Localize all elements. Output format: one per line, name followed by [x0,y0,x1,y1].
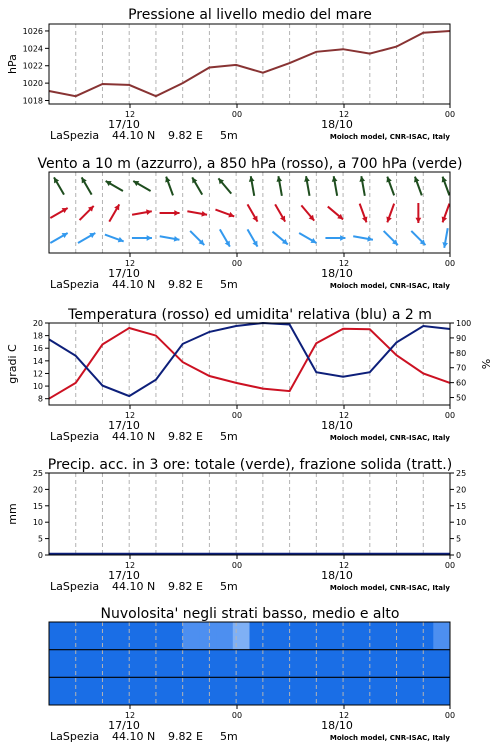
panel-wind [37,156,462,291]
plot-frame [49,24,450,104]
wind-arrow-850hPa [415,203,421,223]
cloud-cell-basso [82,677,99,705]
y2-tick-label: 15 [456,501,467,511]
wind-arrow-10m [325,235,345,241]
cloud-cell-alto [49,622,66,650]
cloud-cell-basso [417,677,434,705]
wind-arrow-850hPa [248,204,258,221]
wind-arrow-10m [384,231,398,245]
wind-arrow-700hPa [304,176,310,196]
date-label: 18/10 [321,267,353,280]
date-label: 17/10 [108,267,140,280]
x-tick-label: 12 [124,259,136,268]
cloud-cell-alto [383,622,400,650]
y2-tick-label: 50 [456,393,467,403]
wind-arrow-10m [132,235,152,241]
x-tick-label: 12 [338,711,350,720]
panel-title: Temperatura (rosso) ed umidita' relativa (blu) a 2 m [68,307,432,323]
cloud-cell-basso [66,677,83,705]
model-credit: Moloch model, CNR-ISAC, Italy [329,434,450,442]
date-label: 17/10 [108,569,140,582]
x-tick-label: 00 [231,259,243,268]
cloud-cell-medio [233,650,250,678]
cloud-cell-medio [216,650,233,678]
panel-clouds [49,606,455,743]
cloud-cell-medio [133,650,150,678]
cloud-cell-basso [366,677,383,705]
cloud-cell-medio [149,650,166,678]
x-tick-label: 12 [124,411,136,420]
cloud-cell-basso [283,677,300,705]
cloud-cell-alto [116,622,133,650]
x-tick-label: 00 [444,561,456,570]
y-tick-label: 16 [32,344,43,354]
cloud-cell-alto [333,622,350,650]
x-tick-label: 00 [231,110,243,119]
plot-frame [49,473,450,555]
y-axis-label: mm [6,503,19,525]
cloud-cell-alto [350,622,367,650]
wind-arrow-700hPa [249,176,255,196]
cloud-cell-basso [383,677,400,705]
station-name: LaSpezia [50,430,100,443]
cloud-cell-medio [49,650,66,678]
cloud-cell-medio [433,650,450,678]
cloud-cell-alto [433,622,450,650]
panel-temperature [6,307,493,443]
cloud-cell-basso [183,677,200,705]
cloud-cell-medio [300,650,317,678]
panel-title: Nuvolosita' negli strati basso, medio e alto [100,606,400,622]
wind-arrow-700hPa [442,177,450,196]
y2-tick-label: 5 [456,534,462,544]
wind-arrow-850hPa [50,208,67,218]
y-tick-label: 1022 [22,61,43,71]
wind-arrow-700hPa [276,176,282,196]
y2-tick-label: 80 [456,348,467,358]
wind-arrow-700hPa [192,177,202,194]
cloud-cell-medio [350,650,367,678]
y-tick-label: 1020 [22,79,43,89]
cloud-cell-basso [316,677,333,705]
wind-arrow-850hPa [187,211,207,217]
panel-title: Vento a 10 m (azzurro), a 850 hPa (rosso), a 700 hPa (verde) [37,156,463,172]
station-elevation: 5m [220,430,238,443]
wind-arrow-700hPa [165,177,173,196]
wind-arrow-700hPa [54,177,64,194]
y-tick-label: 14 [32,356,43,366]
station-lon: 9.82 E [168,730,203,743]
cloud-cell-medio [250,650,267,678]
wind-arrow-10m [105,235,124,243]
station-lon: 9.82 E [168,278,203,291]
cloud-cell-basso [133,677,150,705]
cloud-cell-medio [99,650,116,678]
y-tick-label: 10 [32,382,43,392]
station-name: LaSpezia [50,730,100,743]
wind-arrow-10m [78,233,95,243]
y-tick-label: 0 [37,551,43,560]
y-tick-label: 1026 [22,26,43,36]
cloud-cell-alto [250,622,267,650]
panel-title: Pressione al livello medio del mare [128,7,372,23]
y-axis-label: gradi C [6,344,19,384]
x-tick-label: 00 [231,711,243,720]
x-tick-label: 12 [124,561,136,570]
cloud-cell-alto [66,622,83,650]
station-lat: 44.10 N [112,278,156,291]
x-tick-label: 00 [444,110,456,119]
y2-tick-label: 60 [456,378,467,388]
wind-arrow-700hPa [106,181,123,191]
wind-arrow-10m [299,233,316,243]
wind-arrow-850hPa [215,210,234,218]
wind-arrow-850hPa [328,207,343,220]
station-name: LaSpezia [50,129,100,142]
y2-tick-label: 70 [456,363,467,373]
cloud-cell-medio [366,650,383,678]
wind-arrow-10m [442,228,448,248]
wind-arrow-850hPa [160,210,180,216]
wind-arrow-10m [272,232,287,245]
cloud-cell-medio [199,650,216,678]
cloud-cell-medio [66,650,83,678]
y-tick-label: 12 [32,369,43,379]
wind-arrow-head [174,210,179,216]
station-lon: 9.82 E [168,580,203,593]
cloud-cell-basso [433,677,450,705]
station-elevation: 5m [220,580,238,593]
station-lat: 44.10 N [112,580,156,593]
cloud-cell-basso [216,677,233,705]
y2-tick-label: 25 [456,469,467,478]
cloud-cell-medio [283,650,300,678]
y-tick-label: 1018 [22,96,43,106]
wind-arrow-head [415,218,421,223]
station-elevation: 5m [220,730,238,743]
cloud-cell-alto [300,622,317,650]
wind-arrow-850hPa [275,204,285,221]
x-tick-label: 12 [338,259,350,268]
y-tick-label: 20 [32,319,43,328]
cloud-cell-alto [400,622,417,650]
x-tick-label: 12 [338,561,350,570]
wind-arrow-850hPa [386,204,394,223]
cloud-cell-medio [383,650,400,678]
cloud-cell-basso [266,677,283,705]
model-credit: Moloch model, CNR-ISAC, Italy [329,133,450,141]
cloud-cell-basso [199,677,216,705]
cloud-cell-alto [233,622,250,650]
cloud-cell-alto [133,622,150,650]
cloud-cell-basso [116,677,133,705]
wind-arrow-700hPa [386,177,394,196]
y2-tick-label: 0 [456,551,462,560]
date-label: 18/10 [321,569,353,582]
cloud-cell-medio [183,650,200,678]
x-tick-label: 12 [338,411,350,420]
wind-arrow-850hPa [80,206,94,220]
model-credit: Moloch model, CNR-ISAC, Italy [329,734,450,742]
panel-precip [6,457,466,593]
wind-arrow-10m [160,236,180,242]
wind-arrow-700hPa [133,181,150,191]
x-tick-label: 12 [124,711,136,720]
date-label: 17/10 [108,719,140,732]
cloud-cell-basso [400,677,417,705]
station-name: LaSpezia [50,278,100,291]
plot-frame [49,323,450,405]
station-elevation: 5m [220,129,238,142]
model-credit: Moloch model, CNR-ISAC, Italy [329,584,450,592]
cloud-cell-medio [316,650,333,678]
wind-arrow-700hPa [218,178,231,193]
x-tick-label: 12 [338,110,350,119]
cloud-cell-medio [82,650,99,678]
cloud-cell-alto [199,622,216,650]
station-elevation: 5m [220,278,238,291]
cloud-cell-basso [49,677,66,705]
cloud-cell-medio [333,650,350,678]
cloud-cell-medio [400,650,417,678]
wind-arrow-10m [220,229,230,246]
y2-tick-label: 10 [456,518,467,528]
cloud-cell-basso [333,677,350,705]
panel-pressure [6,7,455,142]
y-tick-label: 1024 [22,44,43,54]
station-lon: 9.82 E [168,430,203,443]
station-lat: 44.10 N [112,129,156,142]
model-credit: Moloch model, CNR-ISAC, Italy [329,282,450,290]
y-tick-label: 18 [32,331,43,341]
wind-arrow-850hPa [442,204,450,223]
y2-tick-label: 90 [456,333,467,343]
x-tick-label: 00 [444,711,456,720]
wind-arrow-850hPa [360,204,368,223]
wind-arrow-head [147,235,152,241]
x-tick-label: 00 [444,411,456,420]
station-lon: 9.82 E [168,129,203,142]
date-label: 18/10 [321,118,353,131]
cloud-cell-basso [166,677,183,705]
panel-title: Precip. acc. in 3 ore: totale (verde), frazione solida (tratt.) [47,457,453,473]
wind-arrow-10m [248,229,258,246]
date-label: 17/10 [108,419,140,432]
wind-arrow-10m [190,231,204,245]
cloud-cell-medio [266,650,283,678]
y-tick-label: 15 [32,501,43,511]
wind-arrow-700hPa [359,176,365,196]
station-lat: 44.10 N [112,730,156,743]
pressure-line [49,31,450,96]
cloud-cell-basso [300,677,317,705]
cloud-cell-alto [216,622,233,650]
x-tick-label: 00 [444,259,456,268]
y2-tick-label: 100 [456,319,472,328]
cloud-cell-alto [183,622,200,650]
wind-arrow-850hPa [132,209,152,215]
x-tick-label: 00 [231,561,243,570]
y2-axis-label: % [480,358,493,370]
wind-arrow-850hPa [301,205,314,220]
wind-arrow-700hPa [332,176,338,196]
y-axis-label: hPa [6,54,19,74]
wind-arrow-700hPa [414,177,422,196]
x-tick-label: 12 [124,110,136,119]
cloud-cell-alto [366,622,383,650]
y-tick-label: 5 [37,534,43,544]
cloud-cell-medio [166,650,183,678]
cloud-cell-basso [149,677,166,705]
wind-arrow-10m [50,233,67,243]
date-label: 18/10 [321,719,353,732]
station-name: LaSpezia [50,580,100,593]
cloud-cell-basso [99,677,116,705]
cloud-cell-alto [99,622,116,650]
station-lat: 44.10 N [112,430,156,443]
date-label: 18/10 [321,419,353,432]
cloud-cell-alto [417,622,434,650]
cloud-cell-alto [166,622,183,650]
cloud-cell-alto [149,622,166,650]
y-tick-label: 8 [37,394,43,404]
y2-tick-label: 20 [456,485,467,495]
cloud-cell-medio [116,650,133,678]
cloud-cell-alto [266,622,283,650]
y-tick-label: 10 [32,518,43,528]
y-tick-label: 25 [32,469,43,478]
x-tick-label: 00 [231,411,243,420]
cloud-cell-medio [417,650,434,678]
cloud-cell-alto [283,622,300,650]
wind-arrow-700hPa [82,177,92,194]
cloud-cell-basso [250,677,267,705]
date-label: 17/10 [108,118,140,131]
cloud-cell-basso [350,677,367,705]
wind-arrow-850hPa [109,204,119,221]
cloud-cell-alto [316,622,333,650]
y-tick-label: 20 [32,485,43,495]
cloud-cell-alto [82,622,99,650]
cloud-cell-basso [233,677,250,705]
